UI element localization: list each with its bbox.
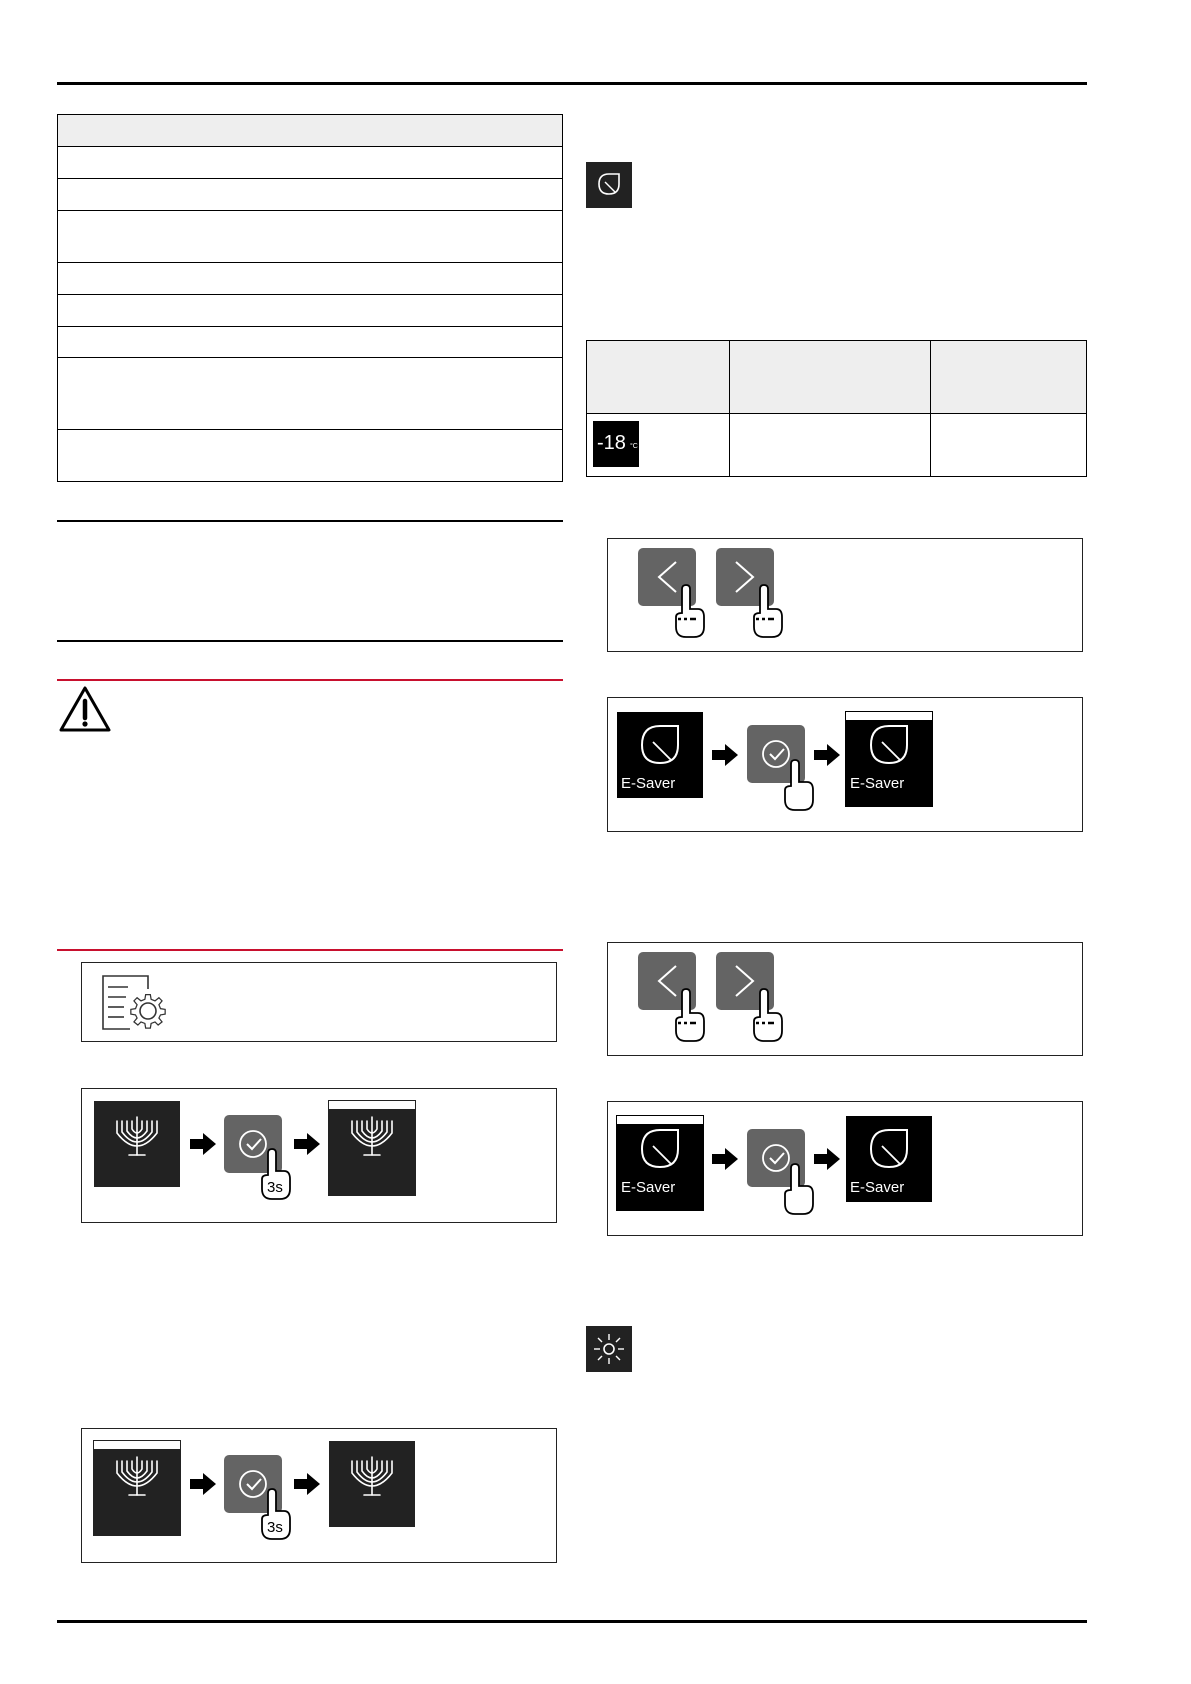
settings-table (57, 114, 563, 482)
esaver-label: E-Saver (621, 1179, 676, 1196)
menorah-icon (114, 1455, 160, 1499)
menorah-icon (114, 1115, 160, 1159)
table-row (58, 211, 563, 263)
navigation-box (607, 942, 1083, 1056)
warning-triangle-icon (58, 685, 112, 733)
table-header-cell (587, 341, 730, 414)
swipe-hand-icon (672, 585, 706, 639)
table-cell (587, 414, 730, 477)
arrow-right-icon (190, 1473, 216, 1495)
sabbath-activate-box (81, 1088, 557, 1223)
header-rule (57, 82, 1087, 85)
leaf-icon (639, 1128, 681, 1170)
table-row (58, 358, 563, 430)
esaver-symbol-tile (586, 162, 632, 208)
hold-duration-label: 3s (267, 1519, 283, 1536)
arrow-right-icon (814, 744, 840, 766)
arrow-right-icon (294, 1133, 320, 1155)
table-header-cell (931, 341, 1087, 414)
sabbath-tile (329, 1441, 415, 1527)
esaver-tile-active (617, 1116, 703, 1210)
esaver-label: E-Saver (850, 775, 905, 792)
section-rule (57, 640, 563, 642)
sabbath-tile-active (94, 1441, 180, 1535)
arrow-right-icon (712, 744, 738, 766)
table-row (58, 327, 563, 358)
esaver-label: E-Saver (850, 1179, 905, 1196)
sabbath-tile-active (329, 1101, 415, 1195)
table-header-cell (730, 341, 931, 414)
table-cell (931, 414, 1087, 477)
leaf-icon (868, 724, 910, 766)
esaver-activate-box (607, 697, 1083, 832)
esaver-tile (846, 1116, 932, 1202)
settings-gear-icon (100, 973, 172, 1035)
table-row (58, 295, 563, 327)
table-row (58, 147, 563, 179)
table-row (58, 179, 563, 211)
menorah-icon (349, 1115, 395, 1159)
temperature-table (586, 340, 1087, 477)
leaf-icon (639, 724, 681, 766)
sabbath-deactivate-box (81, 1428, 557, 1563)
arrow-right-icon (190, 1133, 216, 1155)
sun-icon (593, 1333, 625, 1365)
arrow-right-icon (712, 1148, 738, 1170)
brightness-symbol-tile (586, 1326, 632, 1372)
temperature-unit: °C (630, 443, 638, 450)
table-header-row (58, 115, 563, 147)
swipe-hand-icon (750, 585, 784, 639)
settings-menu-box (81, 962, 557, 1042)
swipe-hand-icon (750, 989, 784, 1043)
footer-rule (57, 1620, 1087, 1623)
esaver-label: E-Saver (621, 775, 676, 792)
sabbath-tile (94, 1101, 180, 1187)
warning-top-rule (57, 679, 563, 681)
table-row (58, 263, 563, 295)
temperature-value: -18 (597, 432, 626, 454)
temperature-display (593, 421, 639, 467)
press-hand-icon (781, 1164, 815, 1216)
table-row (58, 430, 563, 482)
warning-bottom-rule (57, 949, 563, 951)
esaver-deactivate-box (607, 1101, 1083, 1236)
leaf-icon (868, 1128, 910, 1170)
table-cell (730, 414, 931, 477)
press-hand-icon (781, 760, 815, 812)
section-rule (57, 520, 563, 522)
leaf-icon (597, 172, 621, 196)
arrow-right-icon (814, 1148, 840, 1170)
arrow-right-icon (294, 1473, 320, 1495)
esaver-tile-active (846, 712, 932, 806)
swipe-hand-icon (672, 989, 706, 1043)
hold-duration-label: 3s (267, 1179, 283, 1196)
navigation-box (607, 538, 1083, 652)
esaver-tile (617, 712, 703, 798)
menorah-icon (349, 1455, 395, 1499)
